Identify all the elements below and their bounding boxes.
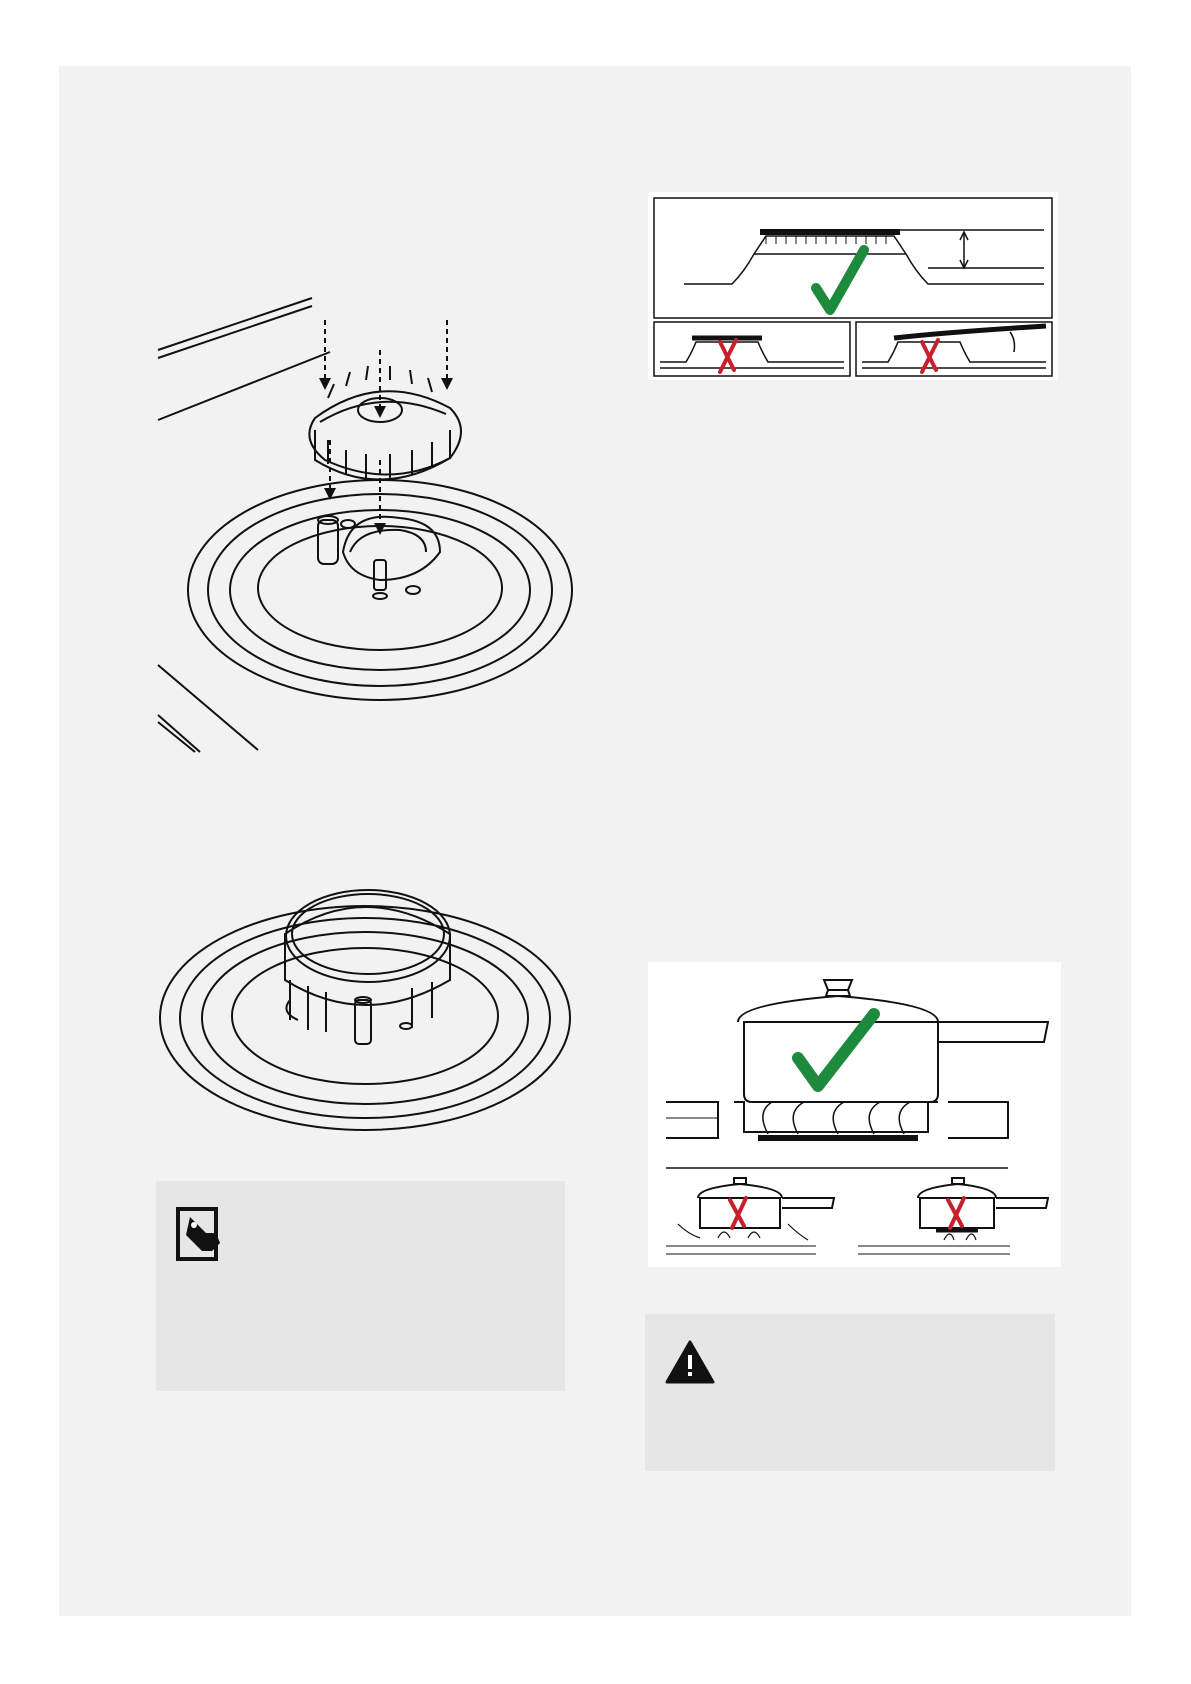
- note-tag-icon: [176, 1207, 222, 1266]
- warning-box: [645, 1314, 1055, 1471]
- correct-panel: [654, 198, 1052, 318]
- cross-icon: [948, 1198, 964, 1228]
- warning-triangle-icon: [665, 1340, 715, 1389]
- checkmark-icon: [816, 250, 864, 310]
- burner-assembly-illustration: [150, 290, 580, 760]
- pan-placement-diagram: [648, 962, 1061, 1267]
- checkmark-icon: [798, 1014, 874, 1086]
- cross-icon: [730, 1198, 746, 1228]
- cross-icon: [720, 340, 736, 372]
- assembled-burner-illustration: [150, 860, 580, 1150]
- cross-icon: [922, 340, 938, 372]
- note-box: [156, 1181, 565, 1391]
- cap-position-diagram: [648, 192, 1058, 380]
